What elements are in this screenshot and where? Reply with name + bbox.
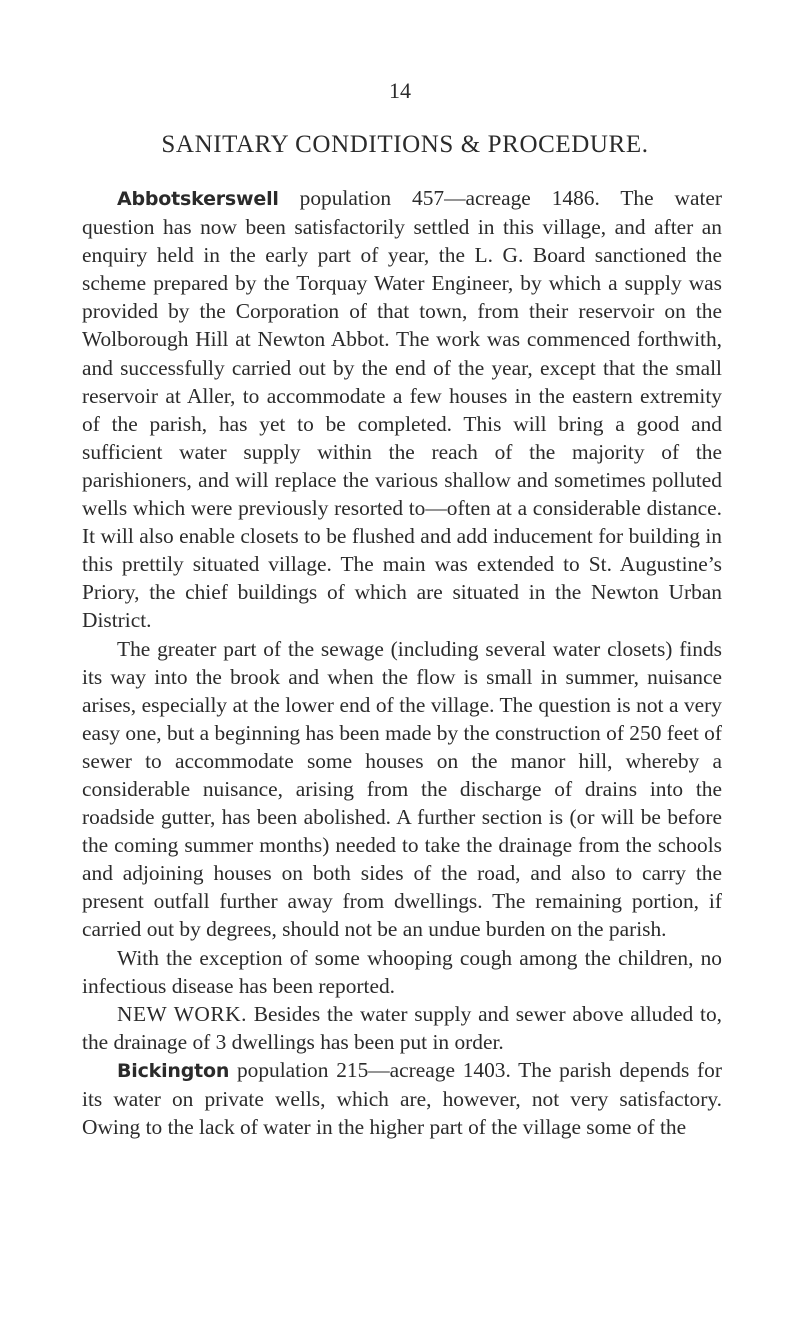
paragraph-abbotskerswell-sewage	[82, 635, 722, 944]
paragraph-abbotskerswell-water	[82, 184, 722, 635]
page-title: SANITARY CONDITIONS & PROCEDURE.	[161, 131, 649, 158]
paragraph-bickington	[82, 1056, 722, 1141]
page-number: 14	[389, 78, 411, 103]
body-text	[82, 184, 722, 1141]
place-name-abbotskerswell: Abbotskerswell	[117, 188, 279, 210]
section-label-new-work: NEW WORK.	[117, 1001, 247, 1026]
paragraph-text: population 457—acreage 1486. The water question has now been satisfactorily settled in this village, and after an enquiry held in the early part of year, the L. G. Board sanctioned the scheme prepared by the Torquay Water Engineer, by which a supply was provided by the Corporation of that town, from their reservoir on the Wolborough Hill at Newton Abbot. The work was commenced forthwith, and successfully carried out by the end of the year, except that the small reservoir at Aller, to accommodate a few houses in the eastern extremity of the parish, has yet to be completed. This will bring a good and sufficient water supply within the reach of the majority of the parishioners, and will replace the various shallow and sometimes polluted wells which were previously resorted to—often at a considerable distance. It will also enable closets to be flushed and add inducement for building in this prettily situated village. The main was extended to St. Augustine’s Priory, the chief buildings of which are situated in the Newton Urban District.	[82, 186, 722, 633]
paragraph-text: The greater part of the sewage (including several water closets) finds its way into the brook and when the flow is small in summer, nuisance arises, especially at the lower end of the village. The question is not a very easy one, but a beginning has been made by the construction of 250 feet of sewer to accommodate some houses on the manor hill, whereby a considerable nuisance, arising from the discharge of drains into the roadside gutter, has been abolished. A further section is (or will be before the coming summer months) needed to take the drainage from the schools and adjoining houses on both sides of the road, and also to carry the present outfall further away from dwellings. The remaining portion, if carried out by degrees, should not be an undue burden on the parish.	[82, 636, 722, 942]
place-name-bickington: Bickington	[117, 1059, 230, 1082]
paragraph-text: population 215—acreage 1403. The parish depends for its water on private wells, which are, however, not very satisfactory. Owing to the lack of water in the higher part of the village some of the	[82, 1057, 722, 1140]
paragraph-new-work	[82, 1000, 722, 1056]
paragraph-text: With the exception of some whooping cough among the children, no infectious disease has been reported.	[82, 945, 722, 998]
paragraph-text: Besides the water supply and sewer above alluded to, the drainage of 3 dwellings has been put in order.	[82, 1001, 722, 1054]
paragraph-infectious-disease	[82, 944, 722, 1000]
